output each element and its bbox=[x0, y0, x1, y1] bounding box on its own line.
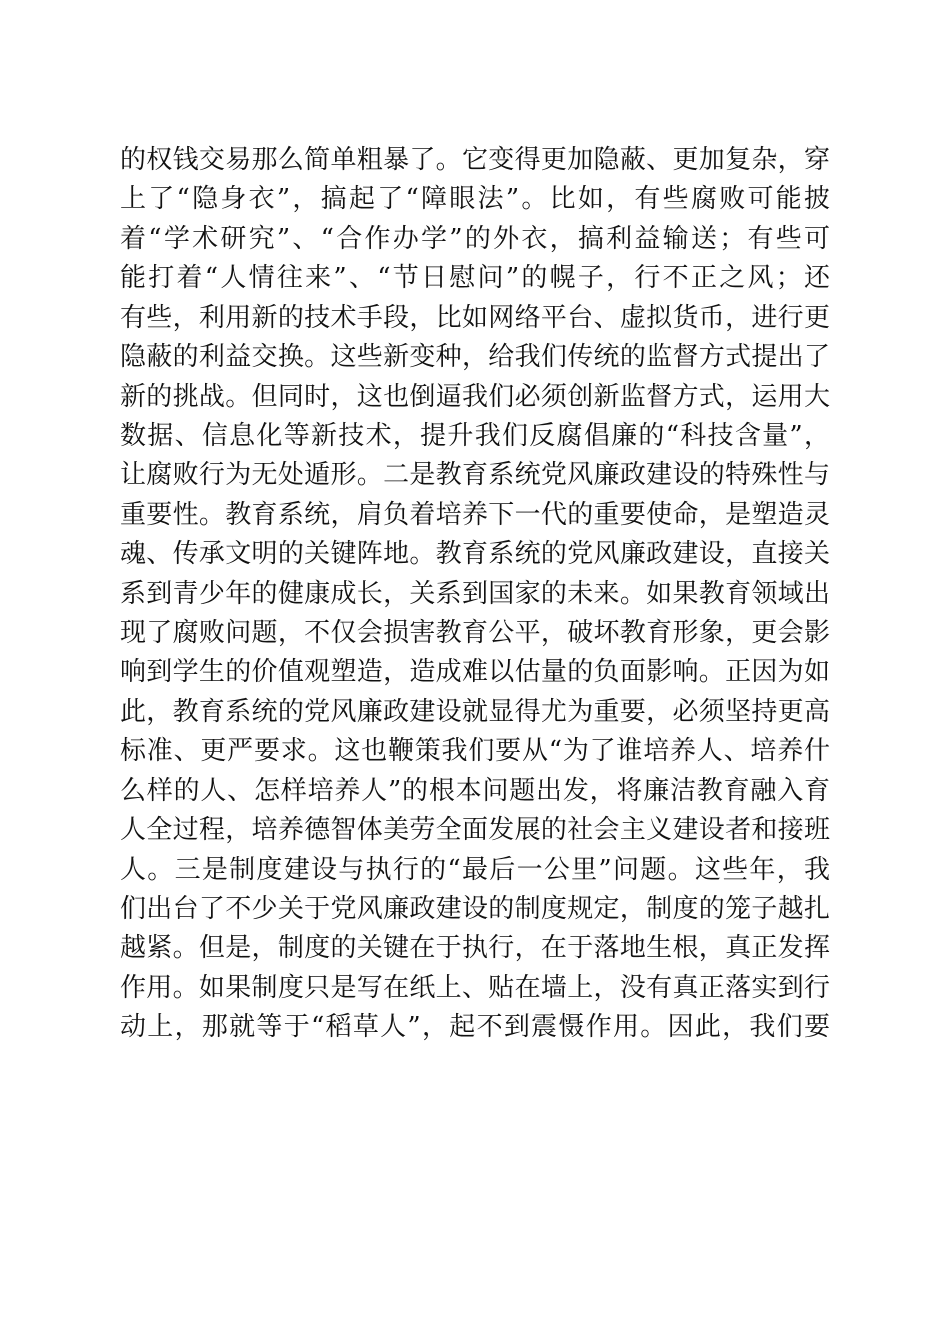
text-line: 能打着“人情往来”、“节日慰问”的幌子，行不正之风；还 bbox=[120, 263, 830, 294]
text-line: 的权钱交易那么简单粗暴了。它变得更加隐蔽、更加复杂，穿 bbox=[120, 145, 830, 175]
text-line: 越紧。但是，制度的关键在于执行，在于落地生根，真正发挥 bbox=[120, 933, 830, 964]
text-line: 隐蔽的利益交换。这些新变种，给我们传统的监督方式提出了 bbox=[120, 342, 830, 373]
text-line: 有些，利用新的技术手段，比如网络平台、虚拟货币，进行更 bbox=[120, 302, 830, 333]
text-line: 着“学术研究”、“合作办学”的外衣，搞利益输送；有些可 bbox=[120, 223, 830, 254]
text-line: 动上，那就等于“稻草人”，起不到震慑作用。因此，我们要 bbox=[120, 1012, 830, 1043]
text-line: 让腐败行为无处遁形。二是教育系统党风廉政建设的特殊性与 bbox=[120, 460, 830, 491]
text-line: 人。三是制度建设与执行的“最后一公里”问题。这些年，我 bbox=[120, 854, 830, 885]
body-text bbox=[120, 141, 830, 1048]
text-line: 人全过程，培养德智体美劳全面发展的社会主义建设者和接班 bbox=[120, 815, 830, 846]
text-line: 新的挑战。但同时，这也倒逼我们必须创新监督方式，运用大 bbox=[120, 381, 830, 412]
text-line: 上了“隐身衣”，搞起了“障眼法”。比如，有些腐败可能披 bbox=[120, 184, 830, 215]
text-line: 数据、信息化等新技术，提升我们反腐倡廉的“科技含量”， bbox=[120, 420, 830, 451]
text-line: 现了腐败问题，不仅会损害教育公平，破坏教育形象，更会影 bbox=[120, 618, 830, 649]
text-line: 标准、更严要求。这也鞭策我们要从“为了谁培养人、培养什 bbox=[120, 736, 830, 767]
text-line: 此，教育系统的党风廉政建设就显得尤为重要，必须坚持更高 bbox=[120, 696, 830, 727]
text-line: 响到学生的价值观塑造，造成难以估量的负面影响。正因为如 bbox=[120, 657, 830, 688]
text-line: 么样的人、怎样培养人”的根本问题出发，将廉洁教育融入育 bbox=[120, 775, 830, 806]
text-line: 系到青少年的健康成长，关系到国家的未来。如果教育领域出 bbox=[120, 578, 830, 609]
text-line: 重要性。教育系统，肩负着培养下一代的重要使命，是塑造灵 bbox=[120, 499, 830, 530]
text-line: 魂、传承文明的关键阵地。教育系统的党风廉政建设，直接关 bbox=[120, 539, 830, 570]
text-line: 们出台了不少关于党风廉政建设的制度规定，制度的笼子越扎 bbox=[120, 894, 830, 925]
text-line: 作用。如果制度只是写在纸上、贴在墙上，没有真正落实到行 bbox=[120, 972, 830, 1003]
